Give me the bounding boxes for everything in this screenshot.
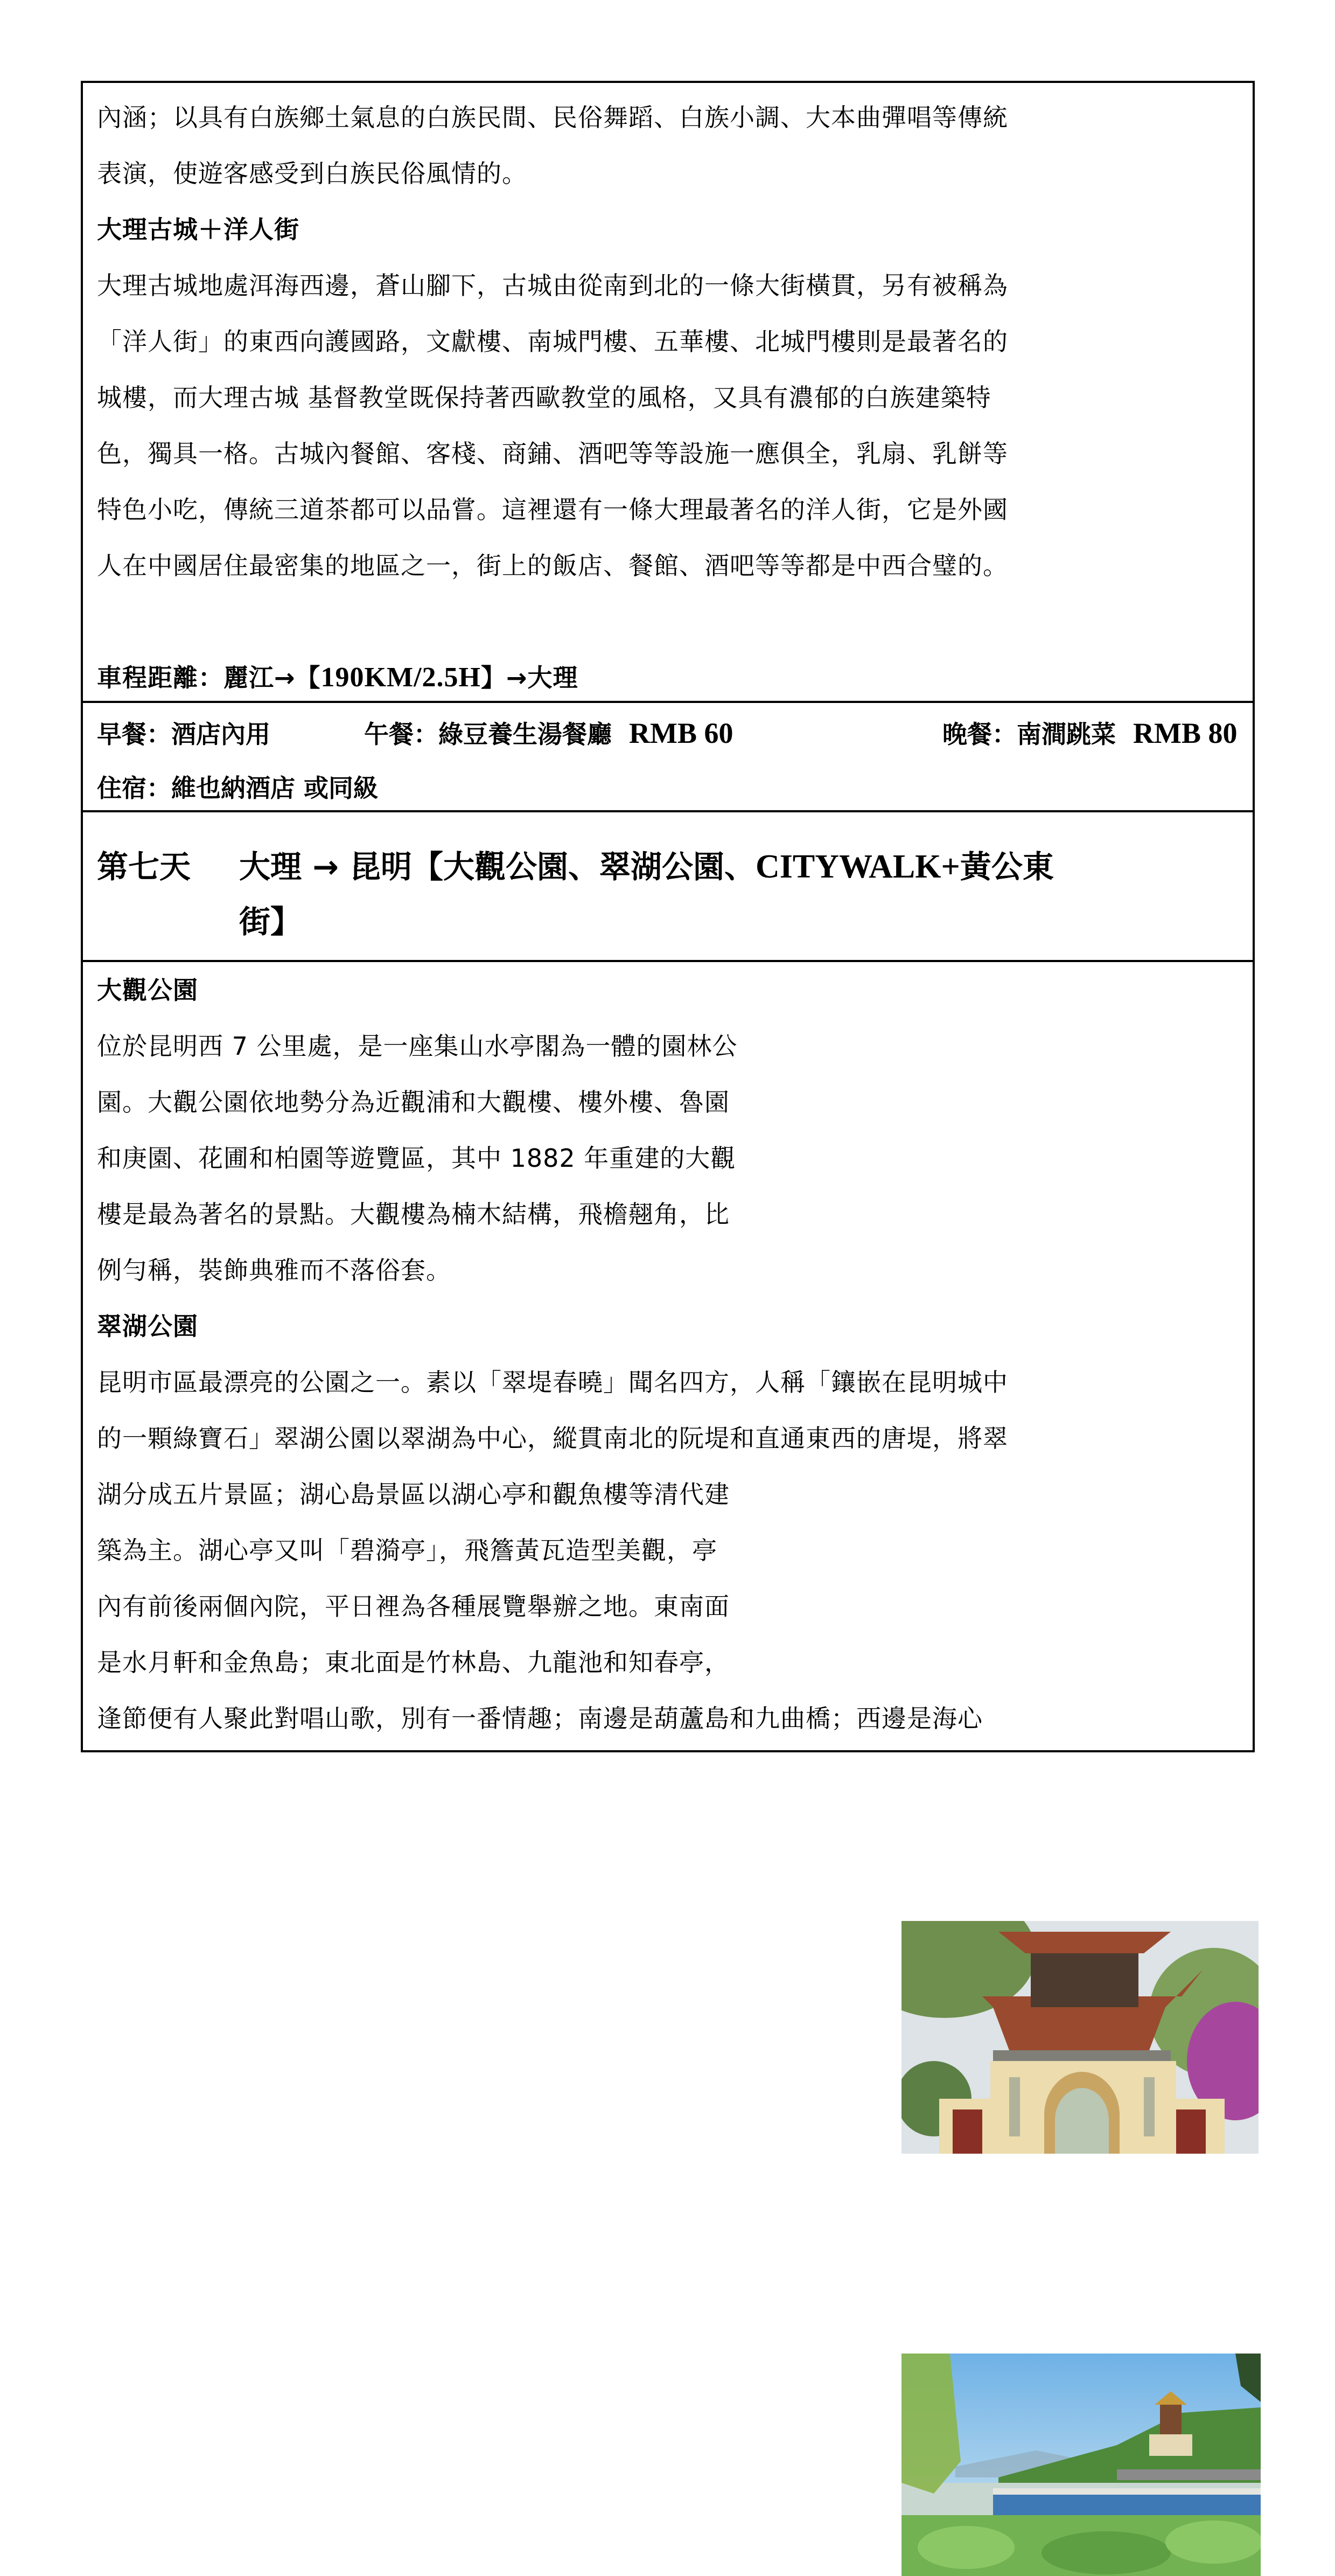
distance-label: 車程距離：麗江→【 [97, 663, 321, 692]
park1-line: 樓是最為著名的景點。大觀樓為楠木結構，飛檐翹角，比 [97, 1200, 730, 1229]
section-title-green-lake-park: 翠湖公園 [97, 1312, 198, 1341]
park2-line: 逢節便有人聚此對唱山歌，別有一番情趣；南邊是葫蘆島和九曲橋；西邊是海心 [97, 1704, 983, 1733]
park2-line: 的一顆綠寶石」翠湖公園以翠湖為中心，縱貫南北的阮堤和直通東西的唐堤，將翠 [97, 1424, 1008, 1453]
route-title-wrap: 街】 [239, 903, 302, 940]
park1-line: 園。大觀公園依地勢分為近觀浦和大觀樓、樓外樓、魯園 [97, 1088, 730, 1117]
park2-line: 是水月軒和金魚島；東北面是竹林島、九龍池和知春亭， [97, 1648, 730, 1677]
intro-line: 內涵；以具有白族鄉土氣息的白族民間、民俗舞蹈、白族小調、大本曲彈唱等傳統 [97, 103, 1008, 132]
row-kunming-parks [83, 960, 1253, 1752]
intro-line: 表演，使遊客感受到白族民俗風情的。 [97, 159, 527, 188]
section-line: 「洋人街」的東西向護國路，文獻樓、南城門樓、五華樓、北城門樓則是最著名的 [97, 327, 1008, 356]
green-lake-park-photo [901, 2354, 1261, 2576]
park1-line: 和庚園、花圃和柏園等遊覽區，其中 1882 年重建的大觀 [97, 1144, 736, 1173]
distance-end: 】→大理 [480, 663, 578, 692]
itinerary-table [81, 81, 1255, 1752]
section-line: 城樓，而大理古城 基督教堂既保持著西歐教堂的風格，又具有濃郁的白族建築特 [97, 383, 991, 412]
park2-line: 昆明市區最漂亮的公園之一。素以「翠堤春曉」聞名四方，人稱「鑲嵌在昆明城中 [97, 1368, 1008, 1397]
section-line: 色，獨具一格。古城內餐館、客棧、商鋪、酒吧等等設施一應俱全，乳扇、乳餅等 [97, 439, 1008, 468]
dinner-label: 晚餐：南澗跳菜 [942, 720, 1116, 749]
lunch-price: RMB 60 [629, 717, 733, 749]
distance-value: 190KM/2.5H [320, 662, 481, 693]
park2-line: 湖分成五片景區；湖心島景區以湖心亭和觀魚樓等清代建 [97, 1480, 730, 1509]
lunch [364, 715, 733, 750]
section-title-dali-old-town: 大理古城＋洋人街 [97, 215, 299, 244]
park1-line: 位於昆明西 7 公里處，是一座集山水亭閣為一體的園林公 [97, 1032, 738, 1061]
row-dali-old-town [83, 83, 1253, 701]
row-meals-hotel [83, 701, 1253, 810]
dinner-price: RMB 80 [1133, 717, 1238, 749]
hotel: 住宿：維也納酒店 或同級 [97, 774, 379, 803]
lunch-label: 午餐：綠豆養生湯餐廳 [364, 720, 612, 749]
section-line: 特色小吃，傳統三道茶都可以品嘗。這裡還有一條大理最著名的洋人街，它是外國 [97, 495, 1008, 524]
breakfast: 早餐：酒店內用 [97, 720, 270, 749]
daguan-park-gate-photo [901, 1921, 1259, 2154]
route-title: 大理 → 昆明【大觀公園、翠湖公園、CITYWALK+黃公東 [239, 848, 1054, 885]
section-line: 人在中國居住最密集的地區之一，街上的飯店、餐館、酒吧等等都是中西合璧的。 [97, 551, 1008, 580]
section-title-daguan-park: 大觀公園 [97, 976, 198, 1005]
park1-line: 例勻稱，裝飾典雅而不落俗套。 [97, 1256, 451, 1285]
park2-line: 築為主。湖心亭又叫「碧漪亭」，飛簷黃瓦造型美觀，亭 [97, 1536, 717, 1565]
section-line: 大理古城地處洱海西邊，蒼山腳下，古城由從南到北的一條大街橫貫，另有被稱為 [97, 271, 1008, 300]
day-label: 第七天 [97, 848, 191, 885]
row-day-heading [83, 810, 1253, 960]
park2-line: 內有前後兩個內院，平日裡為各種展覽舉辦之地。東南面 [97, 1592, 730, 1621]
dinner [942, 715, 1238, 750]
travel-distance [97, 650, 578, 706]
